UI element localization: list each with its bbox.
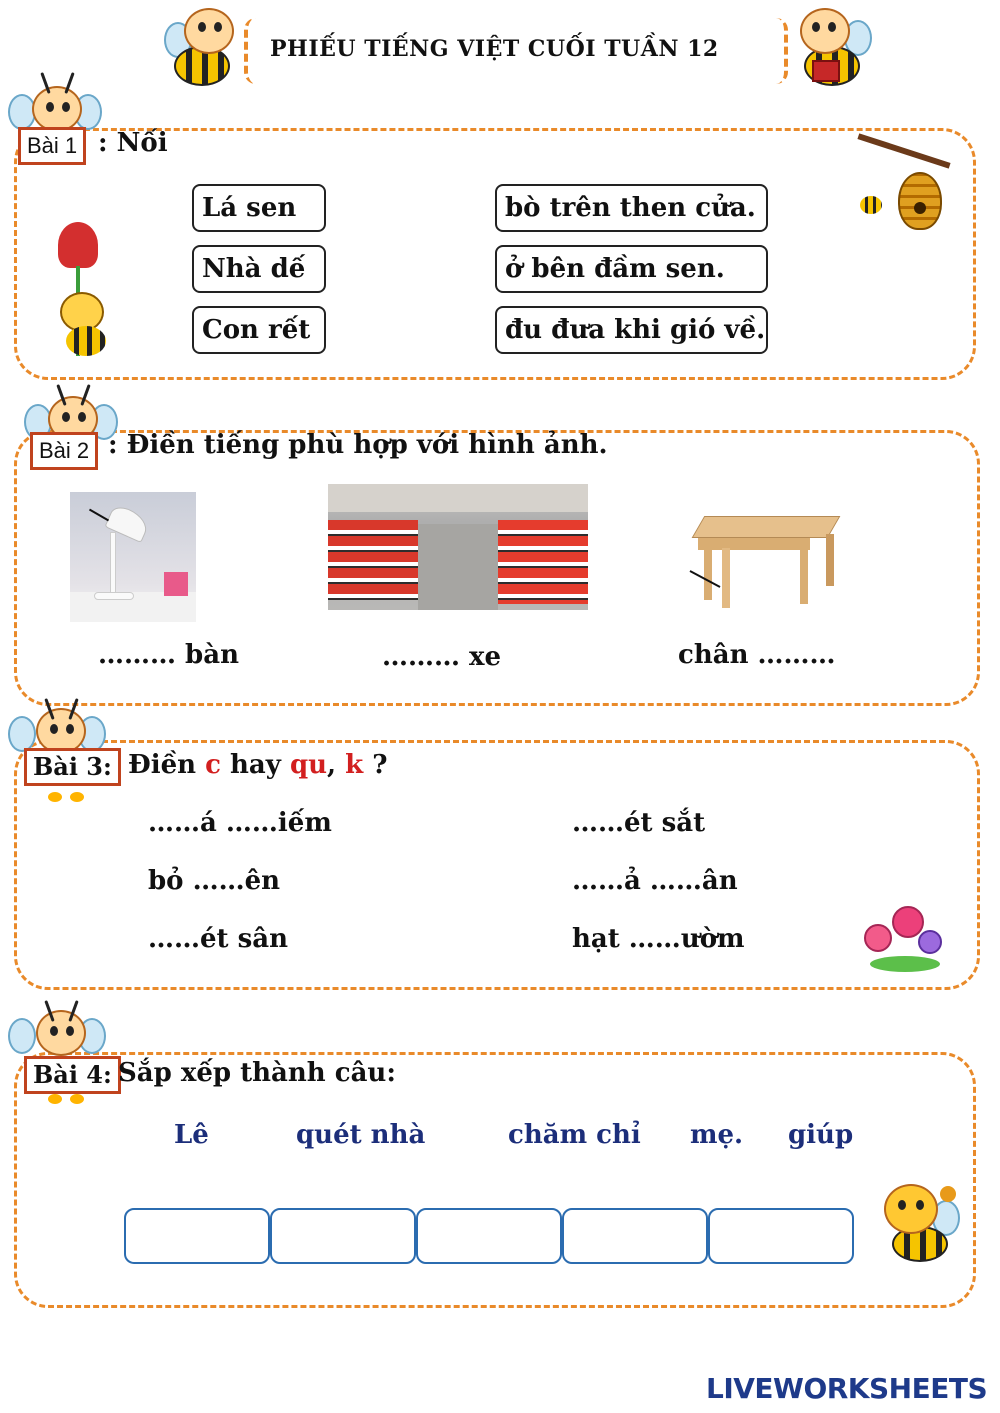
fill-item-3[interactable]: bỏ ……ên xyxy=(148,866,281,896)
answer-slot-1[interactable] xyxy=(124,1208,270,1264)
honey-bee-icon xyxy=(878,1180,966,1268)
match-left-1[interactable]: Lá sen xyxy=(192,184,326,232)
match-right-1[interactable]: bò trên then cửa. xyxy=(495,184,768,232)
match-right-3[interactable]: đu đưa khi gió về. xyxy=(495,306,768,354)
blank-3[interactable]: chân ……… xyxy=(678,640,836,670)
question-mark: ? xyxy=(372,750,388,780)
flower-bee-icon xyxy=(48,222,118,362)
beehive-icon xyxy=(856,140,956,236)
exercise-4-tag: Bài 4: xyxy=(24,1056,121,1094)
heading-comma: , xyxy=(327,750,337,780)
match-right-2[interactable]: ở bên đầm sen. xyxy=(495,245,768,293)
letter-c: c xyxy=(205,750,221,780)
heading-text: hay xyxy=(230,750,281,780)
exercise-4-heading: Sắp xếp thành câu: xyxy=(118,1058,396,1088)
answer-slot-3[interactable] xyxy=(416,1208,562,1264)
fill-item-6[interactable]: hạt ……ườm xyxy=(572,924,745,954)
fill-item-5[interactable]: ……ét sân xyxy=(148,924,288,954)
word-card-1[interactable]: Lê xyxy=(174,1120,209,1150)
heading-text: Điền xyxy=(128,750,197,780)
liveworksheets-logo: LIVEWORKSHEETS xyxy=(706,1372,988,1405)
answer-slot-4[interactable] xyxy=(562,1208,708,1264)
blank-2[interactable]: ……… xe xyxy=(382,642,502,672)
bee-icon xyxy=(790,2,880,92)
match-left-3[interactable]: Con rết xyxy=(192,306,326,354)
letter-k: k xyxy=(345,750,364,780)
word-card-5[interactable]: giúp xyxy=(788,1120,854,1150)
fill-item-1[interactable]: ……á ……iếm xyxy=(148,808,332,838)
word-card-3[interactable]: chăm chỉ xyxy=(508,1120,641,1150)
exercise-3-heading xyxy=(128,750,387,780)
word-card-2[interactable]: quét nhà xyxy=(296,1120,426,1150)
word-card-4[interactable]: mẹ. xyxy=(690,1120,744,1150)
exercise-4-frame xyxy=(14,1052,976,1308)
letter-qu: qu xyxy=(289,750,328,780)
answer-slot-2[interactable] xyxy=(270,1208,416,1264)
exercise-2-tag: Bài 2 xyxy=(30,432,98,470)
exercise-3-tag: Bài 3: xyxy=(24,748,121,786)
fill-item-4[interactable]: ……ả ……ân xyxy=(572,866,738,896)
exercise-1-heading: : Nối xyxy=(98,128,168,158)
answer-slot-5[interactable] xyxy=(708,1208,854,1264)
bee-icon xyxy=(160,2,240,90)
page-title: PHIẾU TIẾNG VIỆT CUỐI TUẦN 12 xyxy=(270,36,719,62)
lamp-photo xyxy=(70,492,196,622)
match-left-2[interactable]: Nhà dế xyxy=(192,245,326,293)
blank-1[interactable]: ……… bàn xyxy=(98,640,239,670)
table-photo xyxy=(686,512,840,612)
exercise-1-tag: Bài 1 xyxy=(18,127,86,165)
exercise-2-heading: : Điền tiếng phù hợp với hình ảnh. xyxy=(108,430,608,460)
bus-station-photo xyxy=(328,484,588,610)
flowers-icon xyxy=(860,906,950,976)
fill-item-2[interactable]: ……ét sắt xyxy=(572,808,706,838)
